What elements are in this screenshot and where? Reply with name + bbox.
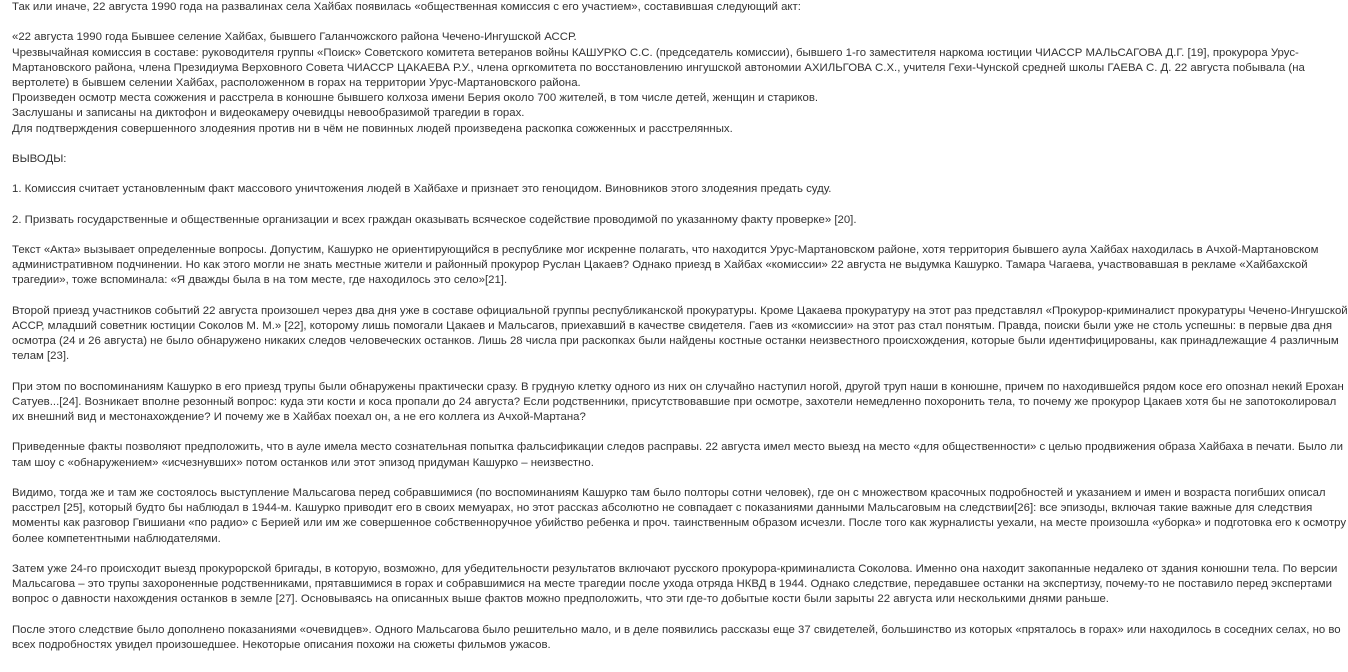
paragraph-line: После этого следствие было дополнено показаниями «очевидцев». Одного Мальсагова было решительно мало, и в деле появились рассказы еще 37 свидетелей, большинство из которых «пряталось в горах» или находилось в соседних селах, но во bbox=[12, 623, 1341, 636]
paragraph-spacer bbox=[12, 228, 1212, 243]
paragraph-line: расстрел [25], который будто бы наблюдал в 1944-м. Кашурко приводит его в своих мемуарах, но этот рассказ абсолютно не совпадает с показаниями данными Мальсаговым на следствии[26]: все эпизоды, включая такие важные для следствия bbox=[12, 502, 1313, 515]
paragraph-line: «22 августа 1990 года Бывшее селение Хайбах, бывшего Галанчожского района Чечено-Ингушской АССР. bbox=[12, 31, 577, 44]
paragraph-line: Мартановского района, члена Президиума Верховного Совета ЧИАССР ЦАКАЕВА Р.У., члена оргкомитета по восстановлению ингушской автономии АХИЛЬГОВА С.Х., учителя Гехи-Чунской средней школы ГАЕВА С. Д. 22 августа побывала (на bbox=[12, 61, 1305, 74]
paragraph-line: 1. Комиссия считает установленным факт массового уничтожения людей в Хайбахе и признает это геноцидом. Виновников этого злодеяния предать суду. bbox=[12, 183, 832, 196]
paragraph bbox=[12, 486, 1347, 547]
paragraph-line: Видимо, тогда же и там же состоялось выступление Мальсагова перед собравшимися (по воспоминаниям Кашурко там было полторы сотни человек), где он с множеством красочных подробностей и указанием и имен и возраста погибших описал bbox=[12, 487, 1326, 499]
paragraph bbox=[12, 0, 1212, 15]
article-body bbox=[12, 0, 1348, 653]
paragraph-line: 2. Призвать государственные и общественные организации и всех граждан оказывать всяческое содействие проводимой по указанному факту проверке» [20]. bbox=[12, 213, 857, 226]
paragraph-line: Для подтверждения совершенного злодеяния против ни в чём не повинных людей произведена раскопка сожженных и расстрелянных. bbox=[12, 122, 733, 135]
paragraph-line: Затем уже 24-го происходит выезд прокурорской бригады, в которую, возможно, для убедительности результатов включают русского прокурора-криминалиста Соколова. Именно она находит закопанные недалеко от здания конюшни тела. По версии bbox=[12, 562, 1338, 575]
paragraph bbox=[12, 440, 1343, 470]
paragraph-spacer bbox=[12, 167, 1212, 182]
paragraph-line: Заслушаны и записаны на диктофон и видеокамеру очевидцы невообразимой трагедии в горах. bbox=[12, 107, 525, 120]
paragraph-line: трагедии», тоже вспоминала: «Я дважды была в на том месте, где находилось это село»[21]. bbox=[12, 274, 508, 287]
paragraph-line: всех подробностях увидел произошедшее. Некоторые описания похожи на сюжеты фильмов ужасов. bbox=[12, 638, 551, 651]
paragraph bbox=[12, 30, 1305, 136]
paragraph-line: моменты как разговор Гвишиани «по радио» с Берией или им же совершенное собственноручное убийство ребенка и проч. таинственным образом исчезли. После того как журналисты уехали, на месте произошла «уборка» и подготовка его к осмотру bbox=[12, 517, 1347, 530]
paragraph-line: осмотра (24 и 26 августа) не было обнаружено никаких следов человеческих останков. Лишь 28 числа при раскопках были найдены костные останки неизвестного происхождения, которые были идентифицированы, как принадлежащие 4 различным bbox=[12, 335, 1339, 348]
paragraph-spacer bbox=[12, 608, 1212, 623]
paragraph-line: там шоу с «обнаружением» «исчезнувших» потом останков или этот эпизод придуман Кашурко – неизвестно. bbox=[12, 456, 594, 469]
paragraph-spacer bbox=[12, 15, 1212, 30]
paragraph-line: Чрезвычайная комиссия в составе: руководителя группы «Поиск» Советского комитета ветеранов войны КАШУРКО С.С. (председатель комиссии), бывшего 1-го заместителя наркома юстиции ЧИАССР МАЛЬСАГОВА Д.Г. [19], прокурора Урус- bbox=[12, 46, 1299, 59]
paragraph-line: Текст «Акта» вызывает определенные вопросы. Допустим, Кашурко не ориентирующийся в республике мог искренне полагать, что находится Урус-Мартановском районе, хотя территория бывшего аула Хайбах находилась в Ачхой-Мартановском bbox=[12, 244, 1319, 256]
paragraph-line: АССР, младший советник юстиции Соколов М. М.» [22], которому лишь помогали Цакаев и Мальсагов, приехавший в качестве свидетеля. Гаев из «комиссии» на этот раз стал понятым. Правда, поиски были уже не столь успешны: в первые два дня bbox=[12, 319, 1333, 332]
paragraph-line: Произведен осмотр места сожжения и расстрела в конюшне бывшего колхоза имени Берия около 700 жителей, в том числе детей, женщин и стариков. bbox=[12, 92, 819, 105]
paragraph-line: Мальсагова – это трупы захороненные родственниками, прятавшимися в горах и собравшимися на месте трагедии после ухода отряда НКВД в 1944. Однако следствие, передавшее останки на экспертизу, почему-то не поставило перед экспертами bbox=[12, 578, 1332, 591]
paragraph bbox=[12, 562, 1338, 608]
paragraph-spacer bbox=[12, 137, 1212, 152]
paragraph-line: телам [23]. bbox=[12, 350, 70, 363]
paragraph-line: При этом по воспоминаниям Кашурко в его приезд трупы были обнаружены практически сразу. В грудную клетку одного из них он случайно наступил ногой, другой труп наши в конюшне, причем по находившейся рядом косе его опознал некий Ерохан bbox=[12, 380, 1344, 393]
paragraph-spacer bbox=[12, 547, 1212, 562]
paragraph-spacer bbox=[12, 365, 1212, 380]
paragraph bbox=[12, 623, 1341, 653]
paragraph bbox=[12, 213, 1212, 228]
paragraph-line: ВЫВОДЫ: bbox=[12, 152, 67, 165]
paragraph-line: административном подчинении. Но как этого могли не знать местные жители и районный прокурор Руслан Цакаев? Однако приезд в Хайбах «комиссии» 22 августа не выдумка Кашурко. Тамара Чагаева, участвовавшая в рекламе «Хайбахской bbox=[12, 259, 1308, 272]
paragraph bbox=[12, 152, 1212, 167]
paragraph bbox=[12, 182, 1212, 197]
paragraph-line: вопрос о давности нахождения останков в земле [27]. Основываясь на описанных выше фактов можно предположить, что эти где-то добытые кости были зарыты 22 августа или несколькими днями раньше. bbox=[12, 593, 1109, 606]
paragraph-line: Так или иначе, 22 августа 1990 года на развалинах села Хайбах появилась «общественная комиссия с его участием», составившая следующий акт: bbox=[12, 1, 801, 13]
paragraph-line: Сатуев...[24]. Возникает вполне резонный вопрос: куда эти кости и коса пропали до 24 августа? Если родственники, присутствовавшие при осмотре, захотели немедленно похоронить тела, то почему же прокурор Цакаев хотя бы не запотоколировал bbox=[12, 395, 1337, 408]
paragraph-line: более компетентными наблюдателями. bbox=[12, 532, 221, 545]
paragraph bbox=[12, 380, 1344, 426]
paragraph-spacer bbox=[12, 471, 1212, 486]
paragraph-line: их внешний вид и местонахождение? И почему же в Хайбах поехал он, а не его коллега из Ачхой-Мартана? bbox=[12, 411, 586, 424]
paragraph-line: Приведенные факты позволяют предположить, что в ауле имела место сознательная попытка фальсификации следов расправы. 22 августа имел место выезд на место «для общественности» с целью продвижения образа Хайбаха в печати. Было ли bbox=[12, 441, 1343, 454]
article-paragraphs bbox=[12, 0, 1348, 653]
paragraph-spacer bbox=[12, 425, 1212, 440]
paragraph-line: Второй приезд участников событий 22 августа произошел через два дня уже в составе официальной группы республиканской прокуратуры. Кроме Цакаева прокуратуру на этот раз представлял «Прокурор-криминалист прокуратуры Чечено-Ингушской bbox=[12, 304, 1348, 317]
paragraph-spacer bbox=[12, 289, 1212, 304]
paragraph-line: вертолете) в бывшем селении Хайбах, расположенном в горах на территории Урус-Мартановского района. bbox=[12, 76, 581, 89]
paragraph bbox=[12, 243, 1319, 289]
paragraph bbox=[12, 304, 1348, 365]
paragraph-spacer bbox=[12, 197, 1212, 212]
